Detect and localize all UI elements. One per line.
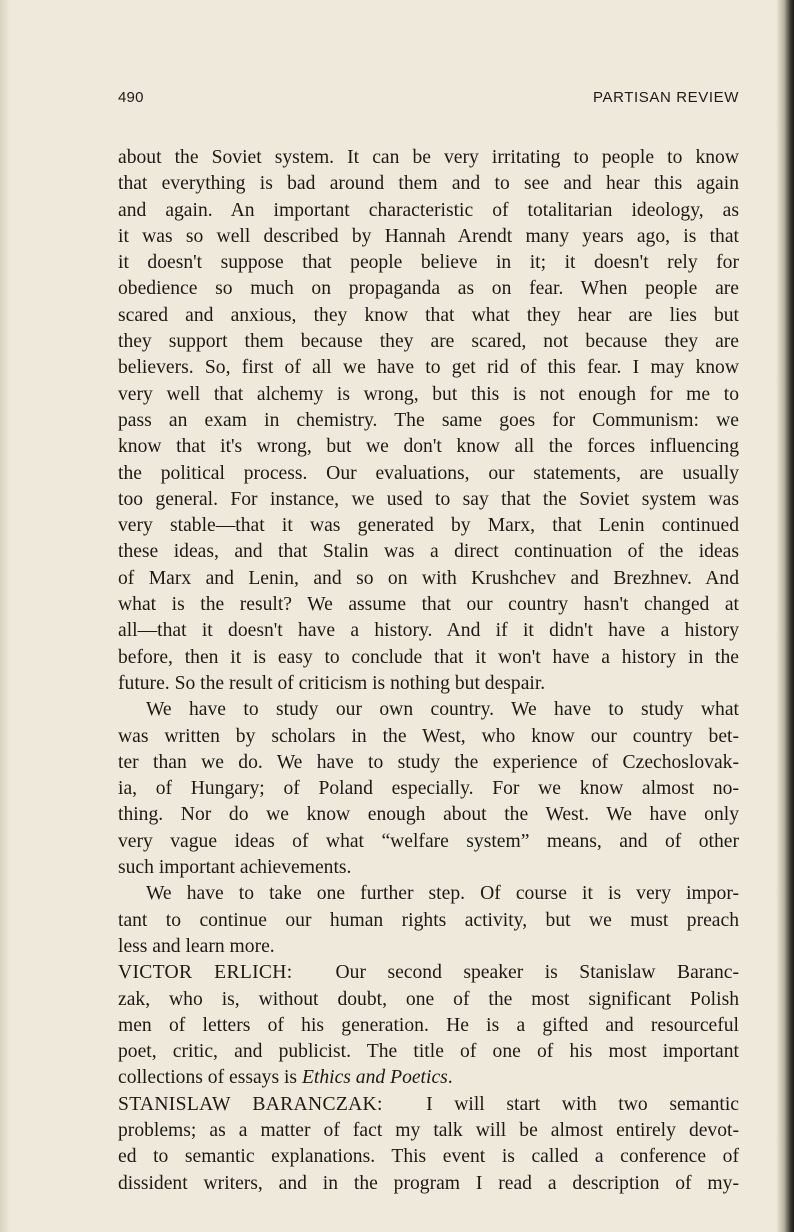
text-line: ia, of Hungary; of Poland especially. For we know almost no-	[118, 778, 739, 800]
text-run: .	[447, 1067, 453, 1089]
text-run: collections of essays is	[118, 1067, 302, 1089]
text-line: what is the result? We assume that our country hasn't changed at	[118, 594, 739, 616]
page-number: 490	[118, 89, 144, 106]
text-line	[118, 960, 739, 986]
text-line: that everything is bad around them and to see and hear this again	[118, 173, 739, 195]
text-line: tant to continue our human rights activity, but we must preach	[118, 909, 739, 931]
text-line: it doesn't suppose that people believe in it; it doesn't rely for	[118, 252, 739, 274]
text-line: problems; as a matter of fact my talk will be almost entirely devot-	[118, 1119, 739, 1141]
text-line: about the Soviet system. It can be very irritating to people to know	[118, 147, 739, 168]
text-line: believers. So, first of all we have to get rid of this fear. I may know	[118, 357, 739, 379]
text-line: zak, who is, without doubt, one of the most significant Polish	[118, 988, 739, 1010]
text-line: all—that it doesn't have a history. And if it didn't have a history	[118, 620, 739, 642]
text-line: very stable—that it was generated by Marx, that Lenin continued	[118, 515, 739, 537]
text-line: obedience so much on propaganda as on fear. When people are	[118, 278, 739, 300]
body-text	[118, 145, 739, 1197]
text-line: before, then it is easy to conclude that it won't have a history in the	[118, 646, 739, 668]
text-line: they support them because they are scared, not because they are	[118, 331, 739, 353]
text-line: know that it's wrong, but we don't know all the forces influencing	[118, 436, 739, 458]
text-line: these ideas, and that Stalin was a direct continuation of the ideas	[118, 541, 739, 563]
journal-title: PARTISAN REVIEW	[593, 89, 739, 106]
text-line: We have to study our own country. We have to study what	[146, 699, 739, 721]
text-run: Our second speaker is Stanislaw Baranc-	[335, 962, 740, 984]
speaker-name: VICTOR ERLICH:	[118, 962, 293, 984]
text-line: dissident writers, and in the program I read a description of my-	[118, 1172, 739, 1194]
text-run: I will start with two semantic	[426, 1093, 739, 1115]
text-line: and again. An important characteristic of totalitarian ideology, as	[118, 199, 739, 221]
text-line: very well that alchemy is wrong, but this is not enough for me to	[118, 383, 739, 405]
text-line: too general. For instance, we used to say that the Soviet system was	[118, 488, 739, 510]
gutter-shadow	[0, 0, 10, 1232]
text-line	[118, 1065, 739, 1091]
text-line: such important achievements.	[118, 857, 352, 879]
text-line: poet, critic, and publicist. The title of one of his most important	[118, 1041, 739, 1063]
text-line: men of letters of his generation. He is a gifted and resourceful	[118, 1014, 739, 1036]
book-title: Ethics and Poetics	[301, 1067, 448, 1089]
text-line: scared and anxious, they know that what they hear are lies but	[118, 304, 739, 326]
text-line: of Marx and Lenin, and so on with Krushchev and Brezhnev. And	[118, 567, 739, 589]
page-edge-shadow	[776, 0, 794, 1232]
text-line: ter than we do. We have to study the experience of Czechoslovak-	[118, 751, 739, 773]
text-line	[118, 1092, 739, 1118]
text-line: the political process. Our evaluations, our statements, are usually	[118, 462, 739, 484]
text-line: future. So the result of criticism is nothing but despair.	[118, 672, 546, 694]
text-line: We have to take one further step. Of course it is very impor-	[146, 883, 739, 905]
text-line: less and learn more.	[118, 935, 275, 957]
text-line: it was so well described by Hannah Arendt many years ago, is that	[118, 225, 739, 247]
text-line: thing. Nor do we know enough about the West. We have only	[118, 804, 739, 826]
text-line: ed to semantic explanations. This event is called a conference of	[118, 1146, 739, 1168]
text-line: pass an exam in chemistry. The same goes for Communism: we	[118, 409, 739, 431]
speaker-name: STANISLAW BARANCZAK:	[118, 1093, 383, 1115]
text-line: was written by scholars in the West, who know our country bet-	[118, 725, 739, 747]
text-line: very vague ideas of what “welfare system” means, and of other	[118, 830, 739, 852]
